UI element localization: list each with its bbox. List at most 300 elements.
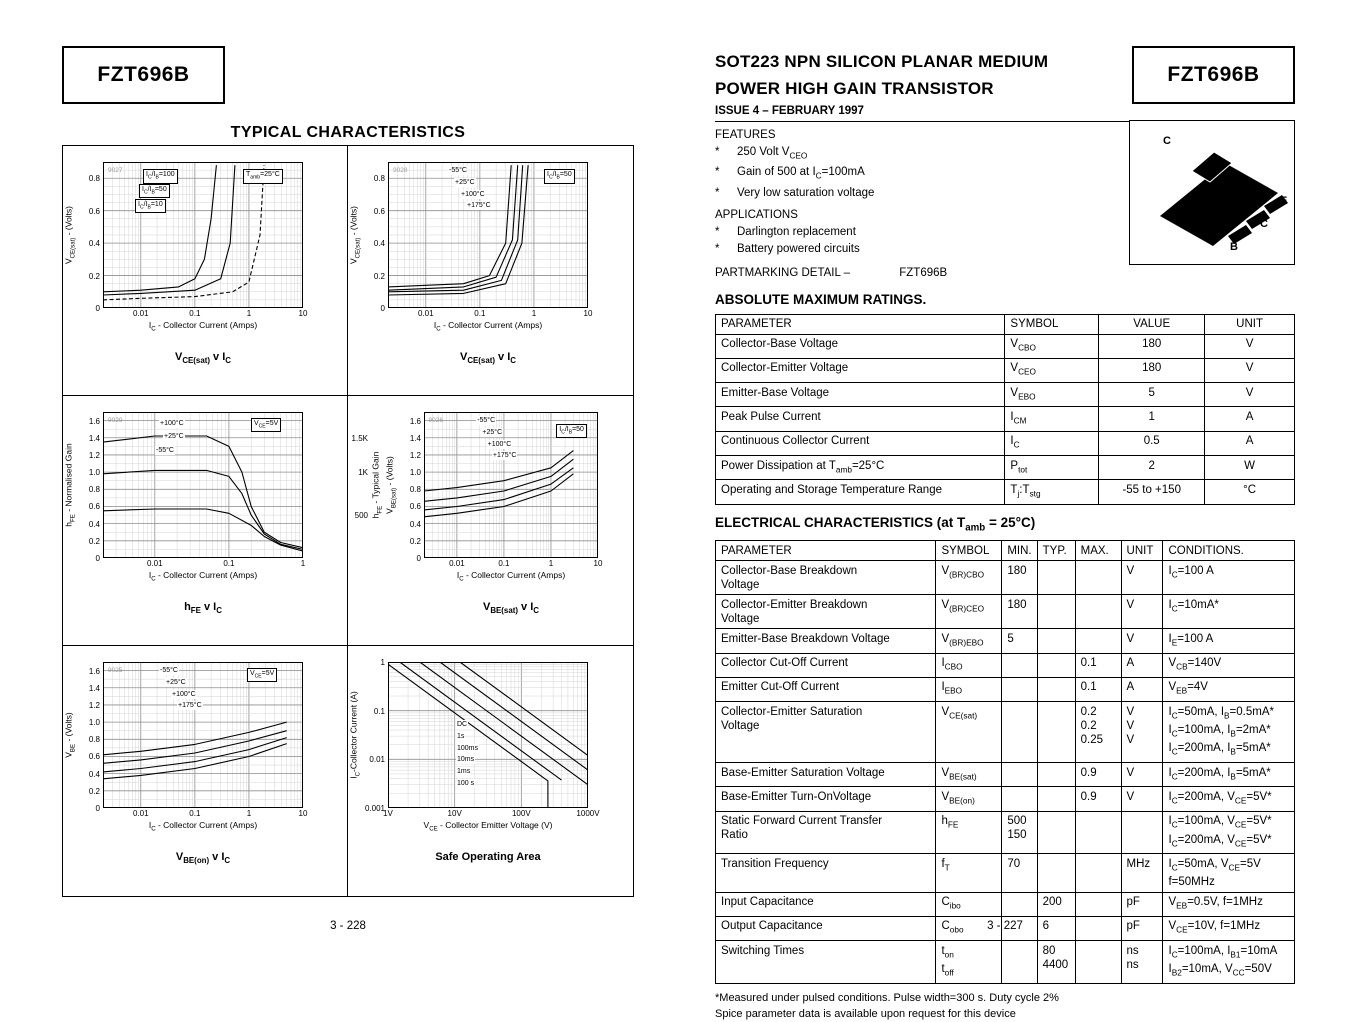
y-tick-label: 1.4 — [88, 683, 100, 693]
table-cell-min — [1002, 702, 1037, 763]
y-tick-label: 0.2 — [409, 536, 421, 546]
table-cell-conditions: $V_{EB}=0.5V$, f=1MHz — [1163, 892, 1295, 916]
secondary-y-tick-label: 1K — [358, 468, 368, 478]
feature-text: Very low saturation voltage — [737, 186, 875, 199]
y-tick-label: 0.6 — [409, 502, 421, 512]
issue-line: ISSUE 4 – FEBRUARY 1997 — [715, 105, 1295, 122]
y-tick-label: 0.01 — [369, 755, 385, 765]
chart-annotations — [388, 162, 588, 308]
y-axis-title — [384, 412, 398, 558]
table-cell-value: 2 — [1099, 456, 1205, 480]
chart-id-label: 9028 — [393, 167, 408, 175]
table-cell-typ — [1037, 702, 1075, 763]
secondary-y-axis-title-text: $h_{FE}$ - Typical Gain — [370, 451, 384, 519]
application-text: Battery powered circuits — [737, 242, 860, 255]
chart-annotation: +25°C — [482, 429, 503, 437]
y-tick-label: 0.6 — [88, 502, 100, 512]
chart-id-label: 9025 — [108, 667, 123, 675]
table-cell-max — [1075, 941, 1121, 984]
bullet-icon: * — [715, 242, 720, 255]
column-header: UNIT — [1121, 541, 1163, 561]
y-tick-label: 0.001 — [364, 804, 385, 813]
table-cell-conditions: $V_{CE}=10V$, f=1MHz — [1163, 916, 1295, 940]
table-cell-unit: V — [1205, 383, 1295, 407]
table-cell-conditions: $I_C=100mA$, $I_{B1}=10mA$ $I_{B2}=10mA$, $V_{CC}=50V$ — [1163, 941, 1295, 984]
x-axis-title: $I_C$ - Collector Current (Amps) — [433, 320, 543, 333]
table-cell-parameter: Base-Emitter Saturation Voltage — [716, 763, 936, 787]
bullet-icon: * — [715, 166, 720, 179]
plot-area — [388, 662, 588, 808]
x-tick-label: 0.1 — [189, 809, 201, 818]
y-tick-label: 0.1 — [373, 706, 385, 716]
table-row — [716, 653, 1295, 677]
chart-vbeon-vs-ic — [63, 646, 348, 896]
chart-id-label: 9027 — [108, 167, 123, 175]
table-cell-min — [1002, 677, 1037, 701]
y-axis-title-text: $h_{FE}$ - Normalised Gain — [63, 443, 77, 527]
table-cell-parameter: Static Forward Current Transfer Ratio — [716, 811, 936, 854]
y-tick-label: 1.2 — [88, 700, 100, 710]
plot-row — [348, 162, 633, 313]
table-cell-parameter: Emitter-Base Breakdown Voltage — [716, 629, 936, 653]
table-cell-min: 180 — [1002, 561, 1037, 595]
table-cell-parameter: Power Dissipation at $T_{amb}=25^\circ C$ — [716, 456, 1005, 480]
table-row — [716, 358, 1295, 382]
table-cell-unit: V — [1205, 334, 1295, 358]
application-text: Darlington replacement — [737, 225, 856, 238]
x-axis-title: $I_C$ - Collector Current (Amps) — [148, 570, 258, 583]
feature-text: Gain of 500 at $I_C=100mA$ — [737, 166, 865, 181]
plot-row — [348, 658, 633, 813]
datasheet-right-column — [715, 48, 1295, 1022]
chart-annotation: +100°C — [487, 440, 512, 448]
table-row — [716, 854, 1295, 892]
partmarking-detail — [715, 265, 1295, 282]
table-cell-max: 0.1 — [1075, 653, 1121, 677]
chart-annotation: 1ms — [457, 768, 471, 776]
chart-annotation: 100ms — [457, 744, 479, 752]
x-tick-label: 1000V — [576, 809, 600, 818]
chart-annotation: +175°C — [492, 452, 517, 460]
x-tick-label: 10 — [298, 309, 308, 318]
table-cell-unit: V — [1121, 787, 1163, 811]
x-tick-label: 0.1 — [474, 309, 486, 318]
table-row — [716, 892, 1295, 916]
y-tick-label: 0.2 — [88, 786, 100, 796]
x-tick-label: 0.01 — [417, 309, 434, 318]
table-cell-conditions: $I_E=100$ A — [1163, 629, 1295, 653]
chart-annotation: +175°C — [467, 202, 491, 210]
y-tick-label: 1.0 — [409, 468, 421, 478]
table-cell-typ — [1037, 677, 1075, 701]
y-tick-label: 0.4 — [373, 239, 385, 249]
y-tick-label: 0.8 — [409, 485, 421, 495]
x-axis-ticks — [103, 558, 306, 569]
y-axis-title-text: $V_{CE(sat)}$ - (Volts) — [348, 205, 362, 265]
table-cell-symbol: $V_{CE(sat)}$ — [936, 702, 1002, 763]
x-tick-label: 100V — [511, 809, 531, 818]
package-drawing-sot223 — [1129, 120, 1295, 265]
table-cell-symbol: $t_{on}$ $t_{off}$ — [936, 941, 1002, 984]
chart-annotation: +100°C — [461, 190, 485, 198]
bullet-icon: * — [715, 225, 720, 238]
table-cell-value: 180 — [1099, 334, 1205, 358]
y-tick-label: 1.6 — [88, 416, 100, 426]
table-row — [716, 763, 1295, 787]
x-tick-label: 10 — [298, 809, 308, 818]
table-row — [716, 787, 1295, 811]
document-title-line-1: SOT223 NPN SILICON PLANAR MEDIUM — [715, 52, 1049, 71]
table-cell-typ — [1037, 787, 1075, 811]
table-cell-min — [1002, 653, 1037, 677]
table-cell-symbol: $V_{CEO}$ — [1005, 358, 1099, 382]
table-cell-conditions: $V_{EB}=4V$ — [1163, 677, 1295, 701]
feature-item — [715, 164, 1115, 184]
y-tick-label: 0 — [380, 304, 385, 313]
table-cell-unit: pF — [1121, 892, 1163, 916]
table-cell-max: 0.1 — [1075, 677, 1121, 701]
x-tick-label: 1 — [548, 559, 554, 568]
y-tick-label: 0 — [95, 804, 100, 813]
table-cell-min — [1002, 787, 1037, 811]
y-axis-ticks — [398, 412, 424, 563]
bullet-icon: * — [715, 146, 720, 158]
table-cell-max — [1075, 629, 1121, 653]
x-tick-label: 1V — [383, 809, 393, 818]
y-tick-label: 1.2 — [88, 450, 100, 460]
plot-row — [348, 412, 633, 563]
table-cell-parameter: Operating and Storage Temperature Range — [716, 480, 1005, 504]
y-tick-label: 0.8 — [88, 735, 100, 745]
table-cell-parameter: Base-Emitter Turn-OnVoltage — [716, 787, 936, 811]
y-axis-title-text: $V_{BE(sat)}$ - (Volts) — [384, 456, 398, 514]
chart-annotation: $I_C/I_B=100$ — [143, 169, 178, 183]
electrical-characteristics-table — [715, 540, 1295, 983]
footnote-pulsed-conditions: *Measured under pulsed conditions. Pulse width=300 s. Duty cycle 2% — [715, 991, 1059, 1004]
x-tick-label: 1 — [246, 309, 252, 318]
chart-annotations — [103, 412, 303, 558]
table-cell-value: 5 — [1099, 383, 1205, 407]
secondary-y-tick-label: 500 — [354, 511, 368, 521]
x-axis-ticks — [424, 558, 603, 569]
plot-row — [63, 662, 347, 813]
table-cell-parameter: Emitter-Base Voltage — [716, 383, 1005, 407]
table-cell-min: 180 — [1002, 595, 1037, 629]
y-tick-label: 1.0 — [88, 468, 100, 478]
table-cell-typ: 80 4400 — [1037, 941, 1075, 984]
x-tick-label: 0.1 — [223, 559, 235, 568]
y-tick-label: 1.2 — [409, 450, 421, 460]
secondary-y-axis-ticks — [348, 412, 370, 558]
table-cell-conditions: $I_C=100$ A — [1163, 561, 1295, 595]
electrical-characteristics-heading: ELECTRICAL CHARACTERISTICS (at $T_{amb} = 25^\circ C$) — [715, 514, 1036, 534]
chart-annotation: $I_C/I_B=50$ — [139, 184, 170, 198]
y-tick-label: 0.8 — [88, 485, 100, 495]
y-tick-label: 0 — [416, 554, 421, 563]
table-row — [716, 407, 1295, 431]
table-cell-typ — [1037, 561, 1075, 595]
x-tick-label: 10V — [447, 809, 462, 818]
table-cell-symbol: $f_T$ — [936, 854, 1002, 892]
column-header: MIN. — [1002, 541, 1037, 561]
table-row — [716, 702, 1295, 763]
table-cell-unit: ns ns — [1121, 941, 1163, 984]
y-axis-ticks — [362, 162, 388, 313]
page-number-left: 3 - 228 — [330, 920, 366, 932]
chart-annotation: -55°C — [156, 446, 174, 454]
package-outline-drawing — [1130, 121, 1294, 264]
x-tick-label: 0.1 — [498, 559, 510, 568]
table-cell-typ — [1037, 595, 1075, 629]
x-axis-title: $I_C$ - Collector Current (Amps) — [456, 570, 566, 583]
table-row — [716, 431, 1295, 455]
table-cell-symbol: $C_{ibo}$ — [936, 892, 1002, 916]
chart-caption: $V_{CE(sat)}$ v $I_C$ — [459, 350, 517, 365]
table-cell-min: 70 — [1002, 854, 1037, 892]
table-cell-parameter: Input Capacitance — [716, 892, 936, 916]
chart-annotation: $T_{amb}=25^\circ C$ — [243, 169, 283, 183]
table-cell-max — [1075, 561, 1121, 595]
partmarking-label: PARTMARKING DETAIL – — [715, 266, 851, 279]
x-tick-label: 0.01 — [146, 559, 163, 568]
table-cell-symbol: $V_{(BR)CEO}$ — [936, 595, 1002, 629]
y-tick-label: 1.6 — [409, 416, 421, 426]
plot-row — [63, 412, 347, 563]
table-cell-unit: A — [1121, 677, 1163, 701]
table-cell-symbol: $h_{FE}$ — [936, 811, 1002, 854]
table-cell-parameter: Output Capacitance — [716, 916, 936, 940]
chart-annotations — [388, 662, 588, 808]
table-row — [716, 677, 1295, 701]
table-row — [716, 595, 1295, 629]
chart-annotation: -55°C — [160, 667, 178, 675]
y-axis-title — [348, 662, 362, 808]
table-cell-value: -55 to +150 — [1099, 480, 1205, 504]
x-axis-title: $I_C$ - Collector Current (Amps) — [148, 820, 258, 833]
table-cell-conditions: $I_C=100mA$, $V_{CE}=5V*$ $I_C=200mA$, $V_{CE}=5V*$ — [1163, 811, 1295, 854]
x-tick-label: 0.01 — [132, 309, 149, 318]
table-cell-value: 180 — [1099, 358, 1205, 382]
part-number-box-left — [62, 46, 225, 104]
table-cell-unit: A — [1205, 407, 1295, 431]
chart-annotation: +25°C — [455, 179, 475, 187]
table-cell-typ — [1037, 763, 1075, 787]
pin-label-base: B — [1230, 241, 1238, 253]
table-cell-value: 0.5 — [1099, 431, 1205, 455]
y-tick-label: 0 — [95, 304, 100, 313]
chart-vcesat-vs-ic-gain-ratios — [63, 146, 348, 396]
y-tick-label: 1.4 — [88, 433, 100, 443]
table-cell-typ — [1037, 811, 1075, 854]
table-cell-min — [1002, 763, 1037, 787]
table-cell-unit: pF — [1121, 916, 1163, 940]
typical-characteristics-chart-grid — [62, 145, 634, 897]
table-row — [716, 941, 1295, 984]
y-tick-label: 0 — [95, 554, 100, 563]
table-cell-unit: W — [1205, 456, 1295, 480]
chart-annotations — [103, 662, 303, 808]
x-axis-ticks — [103, 808, 308, 819]
chart-annotation: $I_C/I_B=50$ — [556, 424, 587, 438]
table-cell-unit: V — [1121, 561, 1163, 595]
feature-text: 250 Volt $V_{CEO}$ — [737, 146, 808, 161]
table-cell-unit: MHz — [1121, 854, 1163, 892]
column-header: CONDITIONS. — [1163, 541, 1295, 561]
table-cell-unit: V — [1205, 358, 1295, 382]
plot-area — [103, 412, 303, 558]
chart-caption: $V_{BE(on)}$ v $I_C$ — [175, 850, 231, 865]
plot-area — [103, 162, 303, 308]
table-row — [716, 480, 1295, 504]
column-header: SYMBOL — [1005, 314, 1099, 334]
part-number: FZT696B — [1167, 63, 1260, 86]
table-row — [716, 629, 1295, 653]
table-cell-conditions: $V_{CB}=140V$ — [1163, 653, 1295, 677]
x-tick-label: 1 — [531, 309, 537, 318]
y-tick-label: 1.4 — [409, 433, 421, 443]
table-cell-typ — [1037, 653, 1075, 677]
y-axis-ticks — [362, 658, 388, 813]
page-number-right: 3 - 227 — [987, 920, 1023, 932]
y-axis-ticks — [77, 162, 103, 313]
table-cell-typ — [1037, 629, 1075, 653]
x-tick-label: 0.1 — [189, 309, 201, 318]
y-tick-label: 0.6 — [88, 206, 100, 216]
table-header-row — [716, 541, 1295, 561]
chart-annotations — [424, 412, 598, 558]
y-axis-ticks — [77, 412, 103, 563]
document-title-line-2: POWER HIGH GAIN TRANSISTOR — [715, 79, 994, 98]
table-cell-symbol: $P_{tot}$ — [1005, 456, 1099, 480]
table-cell-parameter: Collector-Base Breakdown Voltage — [716, 561, 936, 595]
y-tick-label: 1.6 — [88, 666, 100, 676]
chart-annotation: +25°C — [166, 679, 186, 687]
chart-safe-operating-area — [348, 646, 633, 896]
table-cell-symbol: $I_{CM}$ — [1005, 407, 1099, 431]
y-axis-title-text: $I_C$-Collector Current (A) — [348, 691, 362, 779]
y-axis-title — [63, 662, 77, 808]
table-cell-typ: 200 — [1037, 892, 1075, 916]
table-cell-max: 0.9 — [1075, 763, 1121, 787]
chart-annotation: DC — [457, 721, 468, 729]
chart-annotation: $V_{CE}=5V$ — [251, 418, 281, 432]
chart-caption: $V_{CE(sat)}$ v $I_C$ — [174, 350, 232, 365]
table-cell-parameter: Collector-Emitter Saturation Voltage — [716, 702, 936, 763]
table-cell-conditions: $I_C=200mA$, $I_B=5mA*$ — [1163, 763, 1295, 787]
chart-vcesat-vs-ic-temperatures — [348, 146, 633, 396]
partmarking-value: FZT696B — [899, 266, 948, 279]
table-cell-max — [1075, 892, 1121, 916]
x-axis-ticks — [388, 308, 593, 319]
table-cell-unit: V V V — [1121, 702, 1163, 763]
column-header: SYMBOL — [936, 541, 1002, 561]
feature-item — [715, 185, 1115, 202]
y-axis-title — [63, 162, 77, 308]
table-cell-symbol: $V_{(BR)CBO}$ — [936, 561, 1002, 595]
x-tick-label: 0.01 — [132, 809, 149, 818]
x-axis-ticks — [383, 808, 600, 819]
table-cell-parameter: Collector-Emitter Voltage — [716, 358, 1005, 382]
secondary-y-axis-title — [370, 412, 384, 558]
y-axis-title-text: $V_{CE(sat)}$ - (Volts) — [63, 205, 77, 265]
table-cell-symbol: $V_{BE(on)}$ — [936, 787, 1002, 811]
feature-item — [715, 144, 1115, 164]
x-axis-title: $V_{CE}$ - Collector Emitter Voltage (V) — [423, 820, 553, 833]
chart-annotation: -55°C — [449, 167, 467, 175]
y-tick-label: 0.8 — [88, 174, 100, 184]
chart-id-label: 9029 — [108, 417, 123, 425]
plot-area — [103, 662, 303, 808]
column-header: VALUE — [1099, 314, 1205, 334]
y-axis-title — [348, 162, 362, 308]
table-cell-unit: A — [1205, 431, 1295, 455]
table-cell-value: 1 — [1099, 407, 1205, 431]
table-cell-symbol: $V_{EBO}$ — [1005, 383, 1099, 407]
features-heading: FEATURES — [715, 129, 776, 141]
y-tick-label: 0.6 — [88, 752, 100, 762]
column-header: PARAMETER — [716, 314, 1005, 334]
table-cell-symbol: $C_{obo}$ — [936, 916, 1002, 940]
y-tick-label: 1 — [380, 658, 385, 667]
plot-row — [63, 162, 347, 313]
table-cell-typ: 6 — [1037, 916, 1075, 940]
plot-area — [424, 412, 598, 558]
absolute-maximum-ratings-heading: ABSOLUTE MAXIMUM RATINGS. — [715, 291, 927, 307]
table-cell-unit: V — [1121, 595, 1163, 629]
table-row — [716, 334, 1295, 358]
y-axis-title-text: $V_{BE}$ - (Volts) — [63, 712, 77, 758]
table-row — [716, 383, 1295, 407]
pin-label-emitter: E — [1280, 195, 1288, 207]
table-row — [716, 811, 1295, 854]
chart-annotation: -55°C — [477, 417, 496, 425]
table-cell-conditions: $I_C=10mA*$ — [1163, 595, 1295, 629]
column-header: PARAMETER — [716, 541, 936, 561]
pin-label-collector: C — [1260, 218, 1268, 230]
y-tick-label: 0.2 — [88, 536, 100, 546]
x-tick-label: 0.01 — [449, 559, 465, 568]
table-cell-parameter: Emitter Cut-Off Current — [716, 677, 936, 701]
x-tick-label: 10 — [583, 309, 593, 318]
table-cell-typ — [1037, 854, 1075, 892]
table-cell-parameter: Peak Pulse Current — [716, 407, 1005, 431]
footnote-spice: Spice parameter data is available upon request for this device — [715, 1007, 1016, 1020]
y-tick-label: 0.6 — [373, 206, 385, 216]
table-cell-min — [1002, 892, 1037, 916]
y-tick-label: 0.4 — [409, 519, 421, 529]
table-cell-symbol: $T_j:T_{stg}$ — [1005, 480, 1099, 504]
table-cell-parameter: Collector Cut-Off Current — [716, 653, 936, 677]
x-axis-title: $I_C$ - Collector Current (Amps) — [148, 320, 258, 333]
part-number: FZT696B — [97, 63, 190, 86]
chart-annotations — [103, 162, 303, 308]
absolute-maximum-ratings-table — [715, 314, 1295, 505]
chart-annotation: +100°C — [172, 690, 196, 698]
chart-annotation: 100 s — [457, 779, 475, 787]
table-cell-symbol: $I_{EBO}$ — [936, 677, 1002, 701]
y-tick-label: 0.4 — [88, 519, 100, 529]
table-cell-min: 5 — [1002, 629, 1037, 653]
table-header-row — [716, 314, 1295, 334]
table-cell-unit: V — [1121, 763, 1163, 787]
table-cell-max — [1075, 595, 1121, 629]
y-axis-title — [63, 412, 77, 558]
table-cell-parameter: Collector-Emitter Breakdown Voltage — [716, 595, 936, 629]
application-item — [715, 224, 1115, 241]
table-cell-conditions: $I_C=50mA$, $I_B=0.5mA*$ $I_C=100mA$, $I_B=2mA*$ $I_C=200mA$, $I_B=5mA*$ — [1163, 702, 1295, 763]
pin-label-collector-tab: C — [1163, 135, 1171, 147]
table-cell-parameter: Switching Times — [716, 941, 936, 984]
